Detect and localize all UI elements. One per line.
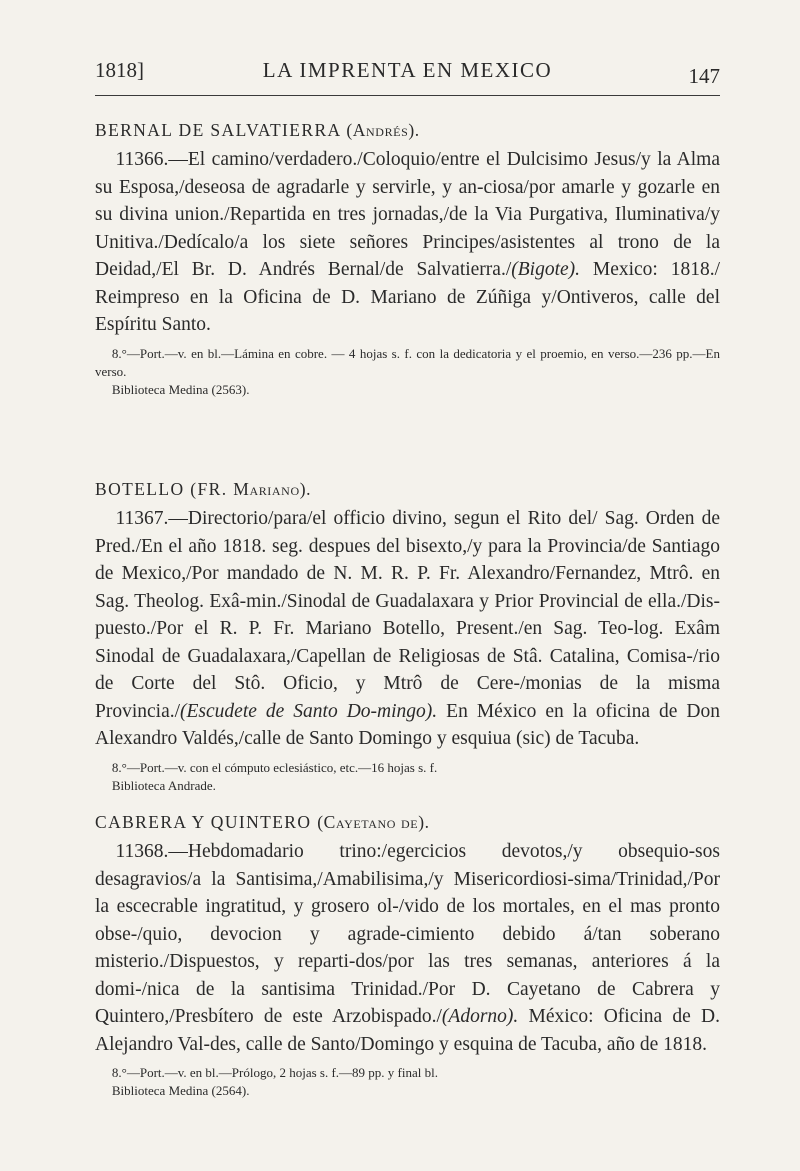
description-imprint: México: Oficina de D. Alejandro Val-des, calle de Santo/Domingo y esquina de Tacuba, año de 1818. [95,1006,720,1055]
description-italic: (Bigote). [511,259,581,280]
entry-description [95,505,720,753]
author-given-name: (Cayetano de). [317,812,430,832]
header-year: 1818] [95,58,144,82]
entry-library: Biblioteca Medina (2563). [111,381,250,397]
entry-author [95,118,720,142]
author-name: BOTELLO (FR. [95,479,228,499]
author-given-name: (Andrés). [346,120,420,140]
author-name: BERNAL DE SALVATIERRA [95,120,341,140]
entry-cabrera [95,810,720,1100]
header-title: LA IMPRENTA EN MEXICO [262,58,553,82]
entry-bernal [95,118,720,399]
entry-collation: 8.°—Port.—v. en bl.—Prólogo, 2 hojas s. f.—89 pp. y final bl. [111,1065,438,1080]
entry-library: Biblioteca Andrade. [111,777,216,793]
entry-collation: 8.°—Port.—v. en bl.—Lámina en cobre. — 4 hojas s. f. con la dedicatoria y el proemio, en verso.—236 pp.—En verso. [95,345,720,379]
author-given-name: Mariano). [233,479,312,499]
running-header [95,58,720,92]
description-italic: (Escudete de Santo Do-mingo). [180,700,438,722]
page-number: 147 [688,64,720,88]
description-text: 11367.—Directorio/para/el officio divino, segun el Rito del/ Sag. Orden de Pred./En el año 1818. seg. despues del bisexto,/y para la Provincia/de Santiago de Mexico,/Por mandado de N. M. R. P. Fr. Alexandro/Fernandez, Mtrô. en Sag. Theolog. Exâ-min./Sinodal de Guadalaxara y Prior Provincial de ella./Dis-puesto./Por el R. P. Fr. Mariano Botello, Present./en Sag. Teo-log. Exâm Sinodal de Guadalaxara,/Capellan de Religiosas de Stâ. Catalina, Comisa-/rio de Corte del Stô. Oficio, y Mtrô de Cere-/monias de la misma Provincia./ [95,508,720,722]
description-imprint: En México en la oficina de Don Alexandro Valdés,/calle de Santo Domingo y esquiua (sic) de Tacuba. [95,700,720,749]
entry-author [95,477,720,501]
description-imprint: Mexico: 1818./ Reimpreso en la Oficina de D. Mariano de Zúñiga y/Ontiveros, calle del Espíritu Santo. [95,259,720,335]
description-italic: (Adorno). [441,1006,519,1027]
entry-description [95,146,720,339]
entry-description [95,838,720,1058]
entry-botello [95,477,720,795]
entry-collation: 8.°—Port.—v. con el cómputo eclesiástico, etc.—16 hojas s. f. [111,759,438,775]
header-rule [95,95,720,96]
author-name: CABRERA Y QUINTERO [95,812,312,832]
entry-library: Biblioteca Medina (2564). [111,1083,250,1098]
entry-author [95,810,720,834]
description-text: 11366.—El camino/verdadero./Coloquio/entre el Dulcisimo Jesus/y la Alma su Esposa,/deseosa de agradarle y servirle, y an-ciosa/por amarle y gozarle en su divina union./Repartida en tres jornadas,/de la Via Purgativa, Iluminativa/y Unitiva./Dedícalo/a los siete señores Principes/asistentes al trono de la Deidad,/El Br. D. Andrés Bernal/de Salvatierra./ [95,149,720,280]
description-text: 11368.—Hebdomadario trino:/egercicios devotos,/y obsequio-sos desagravios/a la Santisima,/Amabilisima,/y Misericordiosi-sima/Trinidad,/Por la escecrable ingratitud, y grosero ol-/vido de los mortales, en el mas pronto obse-/quio, devocion y agrade-cimiento debido á/tan soberano misterio./Dispuestos, y reparti-dos/por las tres semanas, anteriores á la domi-/nica de la santisima Trinidad./Por D. Cayetano de Cabrera y Quintero,/Presbítero de este Arzobispado./ [95,841,720,1027]
